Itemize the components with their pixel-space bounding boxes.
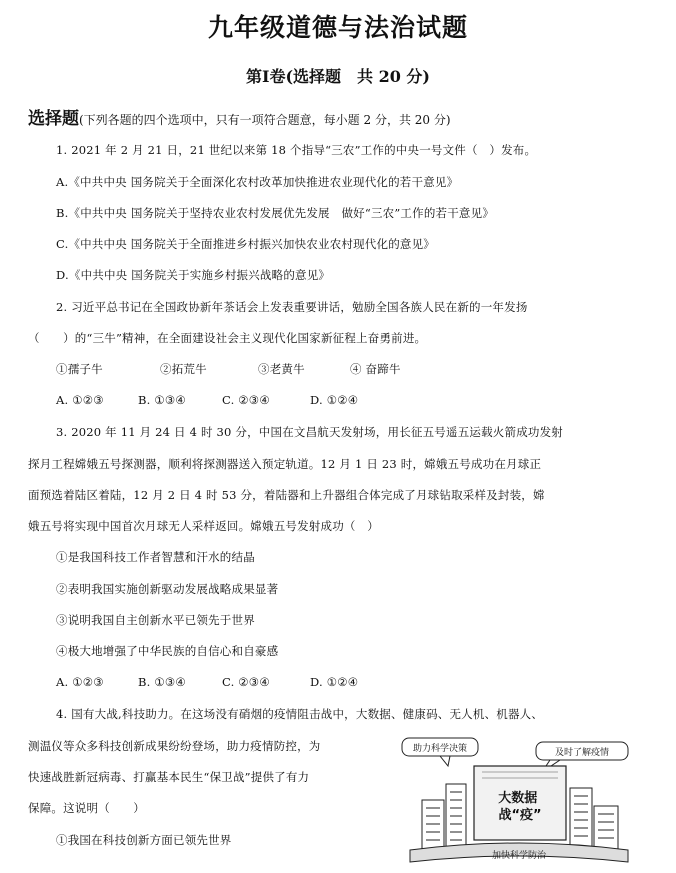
- q1-option-b: B.《中共中央 国务院关于坚持农业农村发展优先发展 做好“三农”工作的若干意见》: [56, 206, 495, 220]
- section-header: [28, 104, 451, 129]
- q1-stem: 1. 2021 年 2 月 21 日，21 世纪以来第 18 个指导“三农”工作的中央一号文件（ ）发布。: [56, 143, 537, 157]
- q3-answer-c: C. ②③④: [222, 675, 270, 689]
- q2-stem-line1: 2. 习近平总书记在全国政协新年茶话会上发表重要讲话，勉励全国各族人民在新的一年发扬: [56, 300, 528, 314]
- q3-answers: [56, 675, 358, 689]
- q4-line-4: 保障。这说明（ ）: [28, 801, 145, 815]
- big-data-cartoon: [400, 736, 638, 868]
- q1-option-d: D.《中共中央 国务院关于实施乡村振兴战略的意见》: [56, 268, 331, 282]
- q2-answers: [56, 393, 358, 407]
- central-sign: [474, 766, 566, 840]
- bubble-right-text: 及时了解疫情: [554, 748, 610, 758]
- q2-items: [56, 361, 401, 377]
- q3-line-2: 探月工程嫦娥五号探测器，顺利将探测器送入预定轨道。12 月 1 日 23 时，嫦娥五号成功在月球正: [28, 457, 542, 471]
- q3-item-2: ②表明我国实施创新驱动发展战略成果显著: [56, 582, 279, 596]
- section-name: 选择题: [28, 109, 79, 129]
- q3-item-4: ④极大地增强了中华民族的自信心和自豪感: [56, 644, 279, 658]
- q4-line-2: 测温仪等众多科技创新成果纷纷登场，助力疫情防控，为: [28, 739, 321, 753]
- q2-answer-a: A. ①②③: [56, 393, 104, 407]
- q4-item-1: ①我国在科技创新方面已领先世界: [56, 833, 232, 847]
- q1-option-c: C.《中共中央 国务院关于全面推进乡村振兴加快农业农村现代化的意见》: [56, 237, 435, 251]
- q3-answer-d: D. ①②④: [310, 675, 359, 689]
- q2-item-3: ③老黄牛: [258, 362, 305, 376]
- page-title: 九年级道德与法治试题: [207, 13, 468, 42]
- q2-stem-line2: （ ）的“三牛”精神，在全面建设社会主义现代化国家新征程上奋勇前进。: [28, 331, 427, 345]
- bubble-left: [402, 738, 478, 766]
- q3-item-3: ③说明我国自主创新水平已领先于世界: [56, 613, 255, 627]
- q3-item-1: ①是我国科技工作者智慧和汗水的结晶: [56, 550, 255, 564]
- q4-line-3: 快速战胜新冠病毒、打赢基本民生“保卫战”提供了有力: [28, 770, 310, 784]
- q2-item-4: ④ 奋蹄牛: [350, 362, 401, 376]
- banner-text: 加快科学防治: [491, 851, 547, 861]
- q4-line-1: 4. 国有大战,科技助力。在这场没有硝烟的疫情阻击战中，大数据、健康码、无人机、机器人、: [56, 707, 544, 721]
- q3-answer-a: A. ①②③: [56, 675, 104, 689]
- q3-line-3: 面预选着陆区着陆，12 月 2 日 4 时 53 分，着陆器和上升器组合体完成了月球钻取采样及封装，嫦: [28, 488, 545, 502]
- q2-answer-d: D. ①②④: [310, 393, 359, 407]
- q2-answer-b: B. ①③④: [138, 393, 186, 407]
- section-instruction: (下列各题的四个选项中，只有一项符合题意，每小题 2 分，共 20 分): [79, 113, 451, 127]
- q2-item-2: ②拓荒牛: [160, 362, 207, 376]
- page-subtitle: 第Ⅰ卷(选择题 共 20 分): [245, 67, 431, 86]
- q3-line-4: 娥五号将实现中国首次月球无人采样返回。嫦娥五号发射成功（ ）: [28, 519, 379, 533]
- q3-answer-b: B. ①③④: [138, 675, 186, 689]
- q2-answer-c: C. ②③④: [222, 393, 270, 407]
- bubble-left-text: 助力科学决策: [412, 744, 468, 754]
- q2-item-1: ①孺子牛: [56, 362, 103, 376]
- sign-line-1: 大数据: [498, 791, 538, 806]
- q3-line-1: 3. 2020 年 11 月 24 日 4 时 30 分，中国在文昌航天发射场，用长征五号遥五运载火箭成功发射: [56, 425, 564, 439]
- q1-option-a: A.《中共中央 国务院关于全面深化农村改革加快推进农业现代化的若干意见》: [56, 175, 459, 189]
- sign-line-2: 战“疫”: [498, 808, 542, 823]
